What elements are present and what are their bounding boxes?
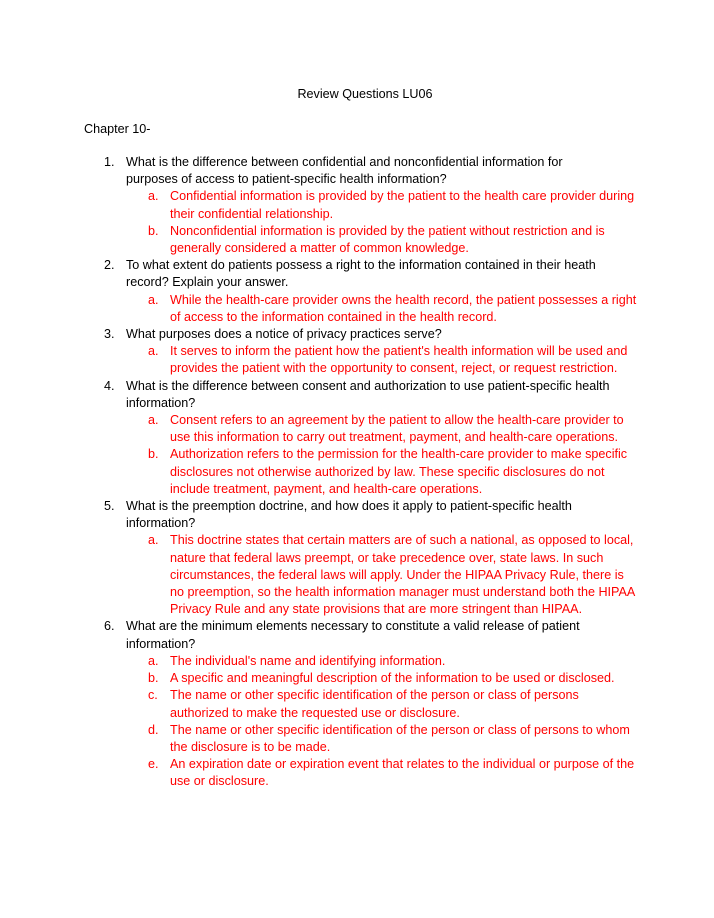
answer-text: While the health-care provider owns the health record, the patient possesses a right of access to the information contained in the health record. (170, 292, 637, 324)
answer-text: This doctrine states that certain matters are of such a national, as opposed to local, nature that federal laws preempt, or take precedence over, state laws. In such circumstances, the federal laws will apply. Under the HIPAA Privacy Rule, there is no preemption, so the health information manager must understand both the HIPAA Privacy Rule and any state provisions that are more stringent than HIPAA. (170, 533, 635, 617)
answer-item (126, 722, 640, 756)
answer-letter: e. (148, 757, 159, 772)
question-item (0, 498, 635, 618)
question-item (0, 326, 628, 378)
question-item (0, 618, 635, 790)
answer-letter: a. (148, 189, 159, 204)
answer-list (126, 653, 635, 791)
answer-text: The name or other specific identification of the person or class of persons authorized to make the requested use or disclosure. (170, 688, 579, 720)
question-number: 3. (104, 327, 115, 342)
answer-item (126, 653, 640, 670)
answer-letter: c. (148, 688, 158, 703)
question-number: 4. (104, 378, 115, 393)
answer-item (126, 756, 640, 790)
question-item (0, 257, 637, 326)
answer-list (126, 292, 637, 326)
answer-text: Authorization refers to the permission for the health-care provider to make specific disclosures not otherwise authorized by law. These specific disclosures do not include treatment, payment, and health-care operations. (170, 447, 628, 496)
answer-item (126, 223, 640, 257)
answer-text: An expiration date or expiration event that relates to the individual or purpose of the use or disclosure. (170, 757, 635, 789)
answer-text: The individual's name and identifying information. (170, 653, 446, 668)
answer-letter: a. (148, 653, 159, 668)
question-text: What are the minimum elements necessary to constitute a valid release of patient information? (126, 619, 580, 651)
question-number: 6. (104, 619, 115, 634)
question-text: What purposes does a notice of privacy practices serve? (126, 327, 442, 342)
answer-letter: b. (148, 671, 159, 686)
answer-letter: d. (148, 722, 159, 737)
answer-list (126, 532, 635, 618)
answer-text: A specific and meaningful description of the information to be used or disclosed. (170, 671, 615, 686)
answer-item (126, 532, 640, 618)
answer-letter: a. (148, 344, 159, 359)
answer-letter: a. (148, 413, 159, 428)
question-list (0, 154, 714, 791)
answer-item (126, 446, 640, 498)
answer-item (126, 188, 640, 222)
question-text: What is the preemption doctrine, and how does it apply to patient-specific health information? (126, 499, 572, 531)
answer-text: Nonconfidential information is provided by the patient without restriction and is generally considered a matter of common knowledge. (170, 223, 605, 256)
answer-text: The name or other specific identification of the person or class of persons to whom the disclosure is to be made. (170, 722, 630, 754)
answer-list (126, 412, 628, 498)
answer-item (126, 412, 640, 446)
question-text: What is the difference between consent and authorization to use patient-specific health information? (126, 378, 610, 410)
question-item (0, 378, 628, 498)
answer-text: Consent refers to an agreement by the patient to allow the health-care provider to use this information to carry out treatment, payment, and health-care operations. (170, 413, 624, 445)
question-number: 1. (104, 155, 115, 169)
answer-list (126, 343, 628, 377)
answer-item (126, 687, 640, 721)
question-number: 5. (104, 499, 115, 514)
answer-letter: b. (148, 223, 159, 238)
answer-text: It serves to inform the patient how the patient's health information will be used and provides the patient with the opportunity to consent, reject, or request restriction. (170, 344, 628, 376)
question-text: To what extent do patients possess a right to the information contained in their heath record? Explain your answer. (126, 258, 596, 290)
answer-letter: a. (148, 292, 159, 307)
question-number: 2. (104, 258, 115, 273)
answer-list (126, 188, 635, 257)
answer-item (126, 292, 640, 326)
chapter-heading: Chapter 10- (84, 122, 151, 136)
answer-text: Confidential information is provided by the patient to the health care provider during their confidential relationship. (170, 189, 635, 221)
document-title: Review Questions LU06 (297, 87, 433, 101)
question-item (0, 154, 635, 257)
question-text: What is the difference between confidential and nonconfidential information for purposes of access to patient-specific health information? (126, 155, 563, 187)
answer-letter: a. (148, 533, 159, 548)
answer-letter: b. (148, 447, 159, 462)
answer-item (126, 670, 640, 687)
answer-item (126, 343, 640, 377)
